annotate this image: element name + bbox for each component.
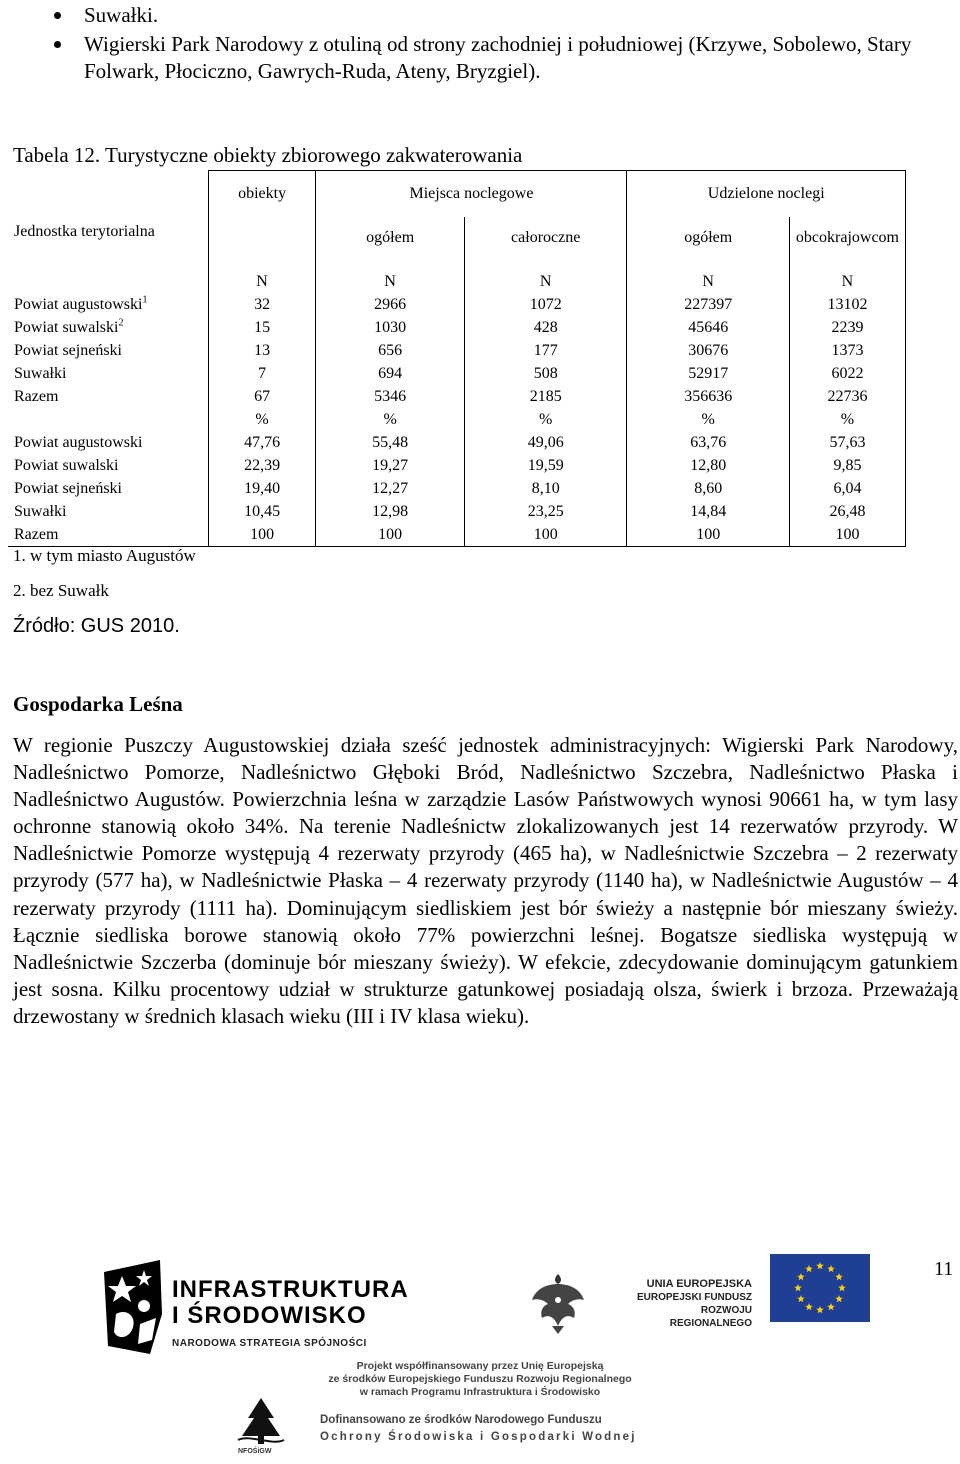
cell: 19,40 <box>208 477 316 500</box>
cell: 52917 <box>627 362 789 385</box>
cell: 47,76 <box>208 431 316 454</box>
page-number: 11 <box>934 1258 954 1280</box>
cell: 13 <box>208 339 316 362</box>
cell: 12,98 <box>316 500 464 523</box>
cell: 100 <box>316 523 464 547</box>
infrastruktura-srodowisko-logo-icon <box>100 1254 166 1360</box>
cell: 356636 <box>627 385 789 408</box>
cell: 1030 <box>316 316 464 339</box>
cell: 13102 <box>789 293 905 316</box>
table-row <box>8 339 906 362</box>
subheader-empty <box>208 217 316 259</box>
col-header-udzielone: Udzielone noclegi <box>627 171 906 218</box>
row-label: Powiat suwalski <box>8 454 208 477</box>
col-header-obiekty: obiekty <box>208 171 316 218</box>
cell: 8,10 <box>464 477 627 500</box>
table-row <box>8 523 906 547</box>
cell: 100 <box>464 523 627 547</box>
table-row <box>8 316 906 339</box>
table-row <box>8 454 906 477</box>
eu-line2: EUROPEJSKI FUNDUSZ <box>636 1292 752 1303</box>
nf-label: NFOŚiGW <box>238 1448 272 1455</box>
bullet-item: Wigierski Park Narodowy z otuliną od strony zachodniej i południowej (Krzywe, Sobolewo, Stary Folwark, Płociczno, Gawrych-Ruda, Ateny, Bryzgiel). <box>44 31 949 85</box>
is-title-line1: INFRASTRUKTURA <box>172 1276 409 1303</box>
cell: 45646 <box>627 316 789 339</box>
project-line2: ze środków Europejskiego Funduszu Rozwoju Regionalnego <box>328 1373 632 1385</box>
table-row <box>8 293 906 316</box>
nf-line2: Ochrony Środowiska i Gospodarki Wodnej <box>320 1431 637 1443</box>
cell: 12,27 <box>316 477 464 500</box>
cell: 9,85 <box>789 454 905 477</box>
eu-text <box>620 1278 752 1330</box>
footnote: 2. bez Suwałk <box>13 581 109 600</box>
unit-cell: % <box>627 408 789 431</box>
table-caption: Tabela 12. Turystyczne obiekty zbiorowego zakwaterowania <box>13 143 523 167</box>
is-subtitle: NARODOWA STRATEGIA SPÓJNOŚCI <box>172 1338 367 1349</box>
cell: 5346 <box>316 385 464 408</box>
cell: 63,76 <box>627 431 789 454</box>
nf-line1: Dofinansowano ze środków Narodowego Funduszu <box>320 1414 602 1426</box>
unit-cell: % <box>208 408 316 431</box>
cell: 100 <box>789 523 905 547</box>
cell: 12,80 <box>627 454 789 477</box>
eu-flag-icon <box>770 1254 870 1322</box>
footer-logos <box>0 1240 960 1464</box>
cell: 100 <box>208 523 316 547</box>
row-label: Powiat augustowski$^1$ <box>8 293 208 316</box>
percent-units-row <box>8 408 906 431</box>
row-header: Jednostka terytorialna <box>8 171 208 294</box>
cell: 22736 <box>789 385 905 408</box>
col-header-miejsca: Miejsca noclegowe <box>316 171 627 218</box>
cell: 23,25 <box>464 500 627 523</box>
cell: 1072 <box>464 293 627 316</box>
is-title-line2: I ŚRODOWISKO <box>172 1302 367 1329</box>
cell: 22,39 <box>208 454 316 477</box>
table-row <box>8 500 906 523</box>
table-header-row <box>8 171 906 218</box>
row-label: Powiat sejneński <box>8 339 208 362</box>
cell: 55,48 <box>316 431 464 454</box>
cell: 100 <box>627 523 789 547</box>
section-heading: Gospodarka Leśna <box>13 692 183 716</box>
table-row <box>8 431 906 454</box>
cell: 177 <box>464 339 627 362</box>
project-line3: w ramach Programu Infrastruktura i Środowisko <box>359 1386 601 1398</box>
unit-cell: N <box>316 259 464 293</box>
unit-cell: N <box>789 259 905 293</box>
cell: 15 <box>208 316 316 339</box>
cell: 32 <box>208 293 316 316</box>
cell: 19,27 <box>316 454 464 477</box>
bullet-list <box>44 2 949 87</box>
cell: 26,48 <box>789 500 905 523</box>
table-row <box>8 385 906 408</box>
row-label: Powiat suwalski$^2$ <box>8 316 208 339</box>
project-line1: Projekt współfinansowany przez Unię Europejską <box>356 1360 604 1372</box>
cell: 694 <box>316 362 464 385</box>
polish-eagle-emblem-icon <box>528 1270 588 1336</box>
cell: 2239 <box>789 316 905 339</box>
unit-cell: % <box>316 408 464 431</box>
footnote: 1. w tym miasto Augustów <box>13 546 196 565</box>
cell: 19,59 <box>464 454 627 477</box>
cell: 508 <box>464 362 627 385</box>
cell: 10,45 <box>208 500 316 523</box>
cell: 57,63 <box>789 431 905 454</box>
eu-line3: ROZWOJU REGIONALNEGO <box>669 1305 752 1329</box>
cell: 67 <box>208 385 316 408</box>
cell: 8,60 <box>627 477 789 500</box>
unit-cell: % <box>789 408 905 431</box>
cell: 49,06 <box>464 431 627 454</box>
body-paragraph: W regionie Puszczy Augustowskiej działa sześć jednostek administracyjnych: Wigierski Park Narodowy, Nadleśnictwo Pomorze, Nadleśnictwo Głęboki Bród, Nadleśnictwo Szczebra, Nadleśnictwo Płaska i Nadleśnictwo Augustów. Powierzchnia leśna w zarządzie Lasów Państwowych wynosi 90661 ha, w tym lasy ochronne stanowią około 34%. Na terenie Nadleśnictw zlokalizowanych jest 14 rezerwatów przyrody. W Nadleśnictwie Pomorze występują 4 rezerwaty przyrody (465 ha), w Nadleśnictwie Szczebra – 2 rezerwaty przyrody (577 ha), w Nadleśnictwie Płaska – 4 rezerwaty przyrody (1140 ha), w Nadleśnictwie Augustów – 4 rezerwaty przyrody (1111 ha). Dominującym siedliskiem jest bór świeży a następnie bór mieszany świeży. Łącznie siedliska borowe stanowią około 77% powierzchni leśnej. Bogatsze siedliska występują w Nadleśnictwie Szczerba (dominuje bór mieszany świeży). W efekcie, zdecydowanie dominującym gatunkiem jest sosna. Kilku procentowy udział w strukturze gatunkowej posiadają olsza, świerk i brzoza. Przeważają drzewostany w średnich klasach wieku (III i IV klasa wieku). <box>13 733 958 1028</box>
cell: 6,04 <box>789 477 905 500</box>
unit-cell: % <box>464 408 627 431</box>
row-label: Razem <box>8 523 208 547</box>
row-label: Powiat augustowski <box>8 431 208 454</box>
source-note: Źródło: GUS 2010. <box>13 615 180 637</box>
bullet-item: Suwałki. <box>44 2 949 29</box>
project-text <box>300 1360 660 1399</box>
cell: 7 <box>208 362 316 385</box>
subheader-caloroczne: całoroczne <box>464 217 627 259</box>
subheader-ogolem-1: ogółem <box>316 217 464 259</box>
subheader-ogolem-2: ogółem <box>627 217 789 259</box>
cell: 428 <box>464 316 627 339</box>
cell: 227397 <box>627 293 789 316</box>
unit-cell: N <box>627 259 789 293</box>
eu-line1: UNIA EUROPEJSKA <box>646 1278 752 1290</box>
subheader-obcokrajowcom: obcokrajowcom <box>789 217 905 259</box>
row-label: Powiat sejneński <box>8 477 208 500</box>
cell: 6022 <box>789 362 905 385</box>
nf-text <box>320 1412 637 1446</box>
nfosigw-logo-icon <box>234 1396 288 1448</box>
cell: 30676 <box>627 339 789 362</box>
cell: 2966 <box>316 293 464 316</box>
table-row <box>8 477 906 500</box>
row-label: Razem <box>8 385 208 408</box>
row-label: Suwałki <box>8 500 208 523</box>
accommodation-table <box>8 170 906 547</box>
cell: 14,84 <box>627 500 789 523</box>
cell: 1373 <box>789 339 905 362</box>
row-label: Suwałki <box>8 362 208 385</box>
cell: 2185 <box>464 385 627 408</box>
unit-cell: N <box>464 259 627 293</box>
table-row <box>8 362 906 385</box>
row-label-empty <box>8 408 208 431</box>
unit-cell: N <box>208 259 316 293</box>
cell: 656 <box>316 339 464 362</box>
